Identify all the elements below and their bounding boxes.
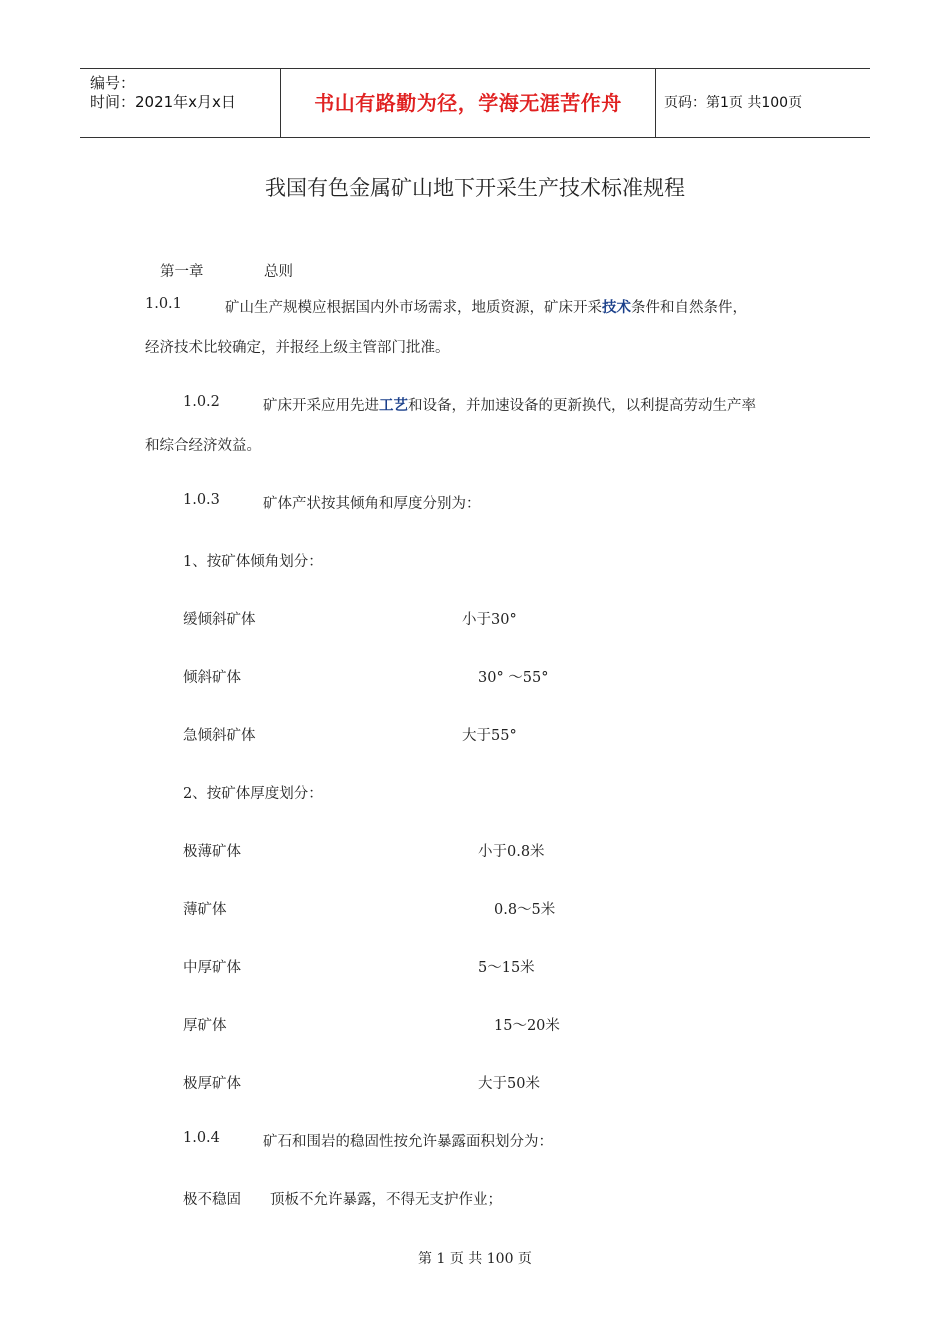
thickness-row-name: 中厚矿体 bbox=[183, 960, 241, 976]
header-page-info: 页码：第1页 共100页 bbox=[664, 95, 803, 111]
thickness-row-value: 0.8～5米 bbox=[494, 902, 556, 918]
thickness-row-value: 5～15米 bbox=[478, 960, 535, 976]
section-1-0-2-number: 1.0.2 bbox=[183, 394, 220, 410]
section-1-0-1-line2: 经济技术比较确定，并报经上级主管部门批准。 bbox=[145, 340, 450, 356]
header-meta bbox=[80, 69, 280, 137]
chapter-number: 第一章 bbox=[160, 264, 204, 280]
thickness-row-name: 厚矿体 bbox=[183, 1018, 227, 1034]
stability-text: 顶板不允许暴露，不得无支护作业； bbox=[270, 1192, 502, 1208]
number-label: 编号： bbox=[90, 74, 136, 92]
thickness-row-name: 极厚矿体 bbox=[183, 1076, 241, 1092]
craft-link[interactable]: 工艺 bbox=[379, 398, 408, 414]
date-label: 时间：2021年x月x日 bbox=[90, 93, 236, 111]
thickness-row-value: 15～20米 bbox=[494, 1018, 560, 1034]
chapter-name: 总则 bbox=[264, 264, 293, 280]
thickness-row-value: 小于0.8米 bbox=[478, 844, 545, 860]
thickness-row-name: 薄矿体 bbox=[183, 902, 227, 918]
technology-link[interactable]: 技术 bbox=[602, 300, 631, 316]
dip-row-value: 30° ～55° bbox=[478, 670, 549, 686]
thickness-row-name: 极薄矿体 bbox=[183, 844, 241, 860]
section-1-0-1-text: 矿山生产规模应根据国内外市场需求，地质资源，矿床开采技术条件和自然条件， bbox=[225, 300, 747, 316]
dip-row-name: 倾斜矿体 bbox=[183, 670, 241, 686]
stability-name: 极不稳固 bbox=[183, 1192, 241, 1208]
dip-heading: 1、按矿体倾角划分： bbox=[183, 554, 323, 570]
thickness-heading: 2、按矿体厚度划分： bbox=[183, 786, 323, 802]
section-1-0-3-text: 矿体产状按其倾角和厚度分别为： bbox=[263, 496, 481, 512]
section-1-0-4-text: 矿石和围岩的稳固性按允许暴露面积划分为： bbox=[263, 1134, 553, 1150]
section-1-0-2-line2: 和综合经济效益。 bbox=[145, 438, 261, 454]
dip-row-name: 急倾斜矿体 bbox=[183, 728, 256, 744]
page-header bbox=[80, 68, 870, 138]
section-1-0-3-number: 1.0.3 bbox=[183, 492, 220, 508]
header-motto: 书山有路勤为径，学海无涯苦作舟 bbox=[280, 69, 656, 137]
thickness-row-value: 大于50米 bbox=[478, 1076, 540, 1092]
dip-row-name: 缓倾斜矿体 bbox=[183, 612, 256, 628]
section-1-0-2-text: 矿床开采应用先进工艺和设备，并加速设备的更新换代，以利提高劳动生产率 bbox=[263, 398, 756, 414]
dip-row-value: 大于55° bbox=[462, 728, 517, 744]
section-1-0-1-number: 1.0.1 bbox=[145, 296, 182, 312]
document-title: 我国有色金属矿山地下开采生产技术标准规程 bbox=[265, 176, 685, 200]
section-1-0-4-number: 1.0.4 bbox=[183, 1130, 220, 1146]
page-footer: 第 1 页 共 100 页 bbox=[418, 1251, 532, 1267]
dip-row-value: 小于30° bbox=[462, 612, 517, 628]
